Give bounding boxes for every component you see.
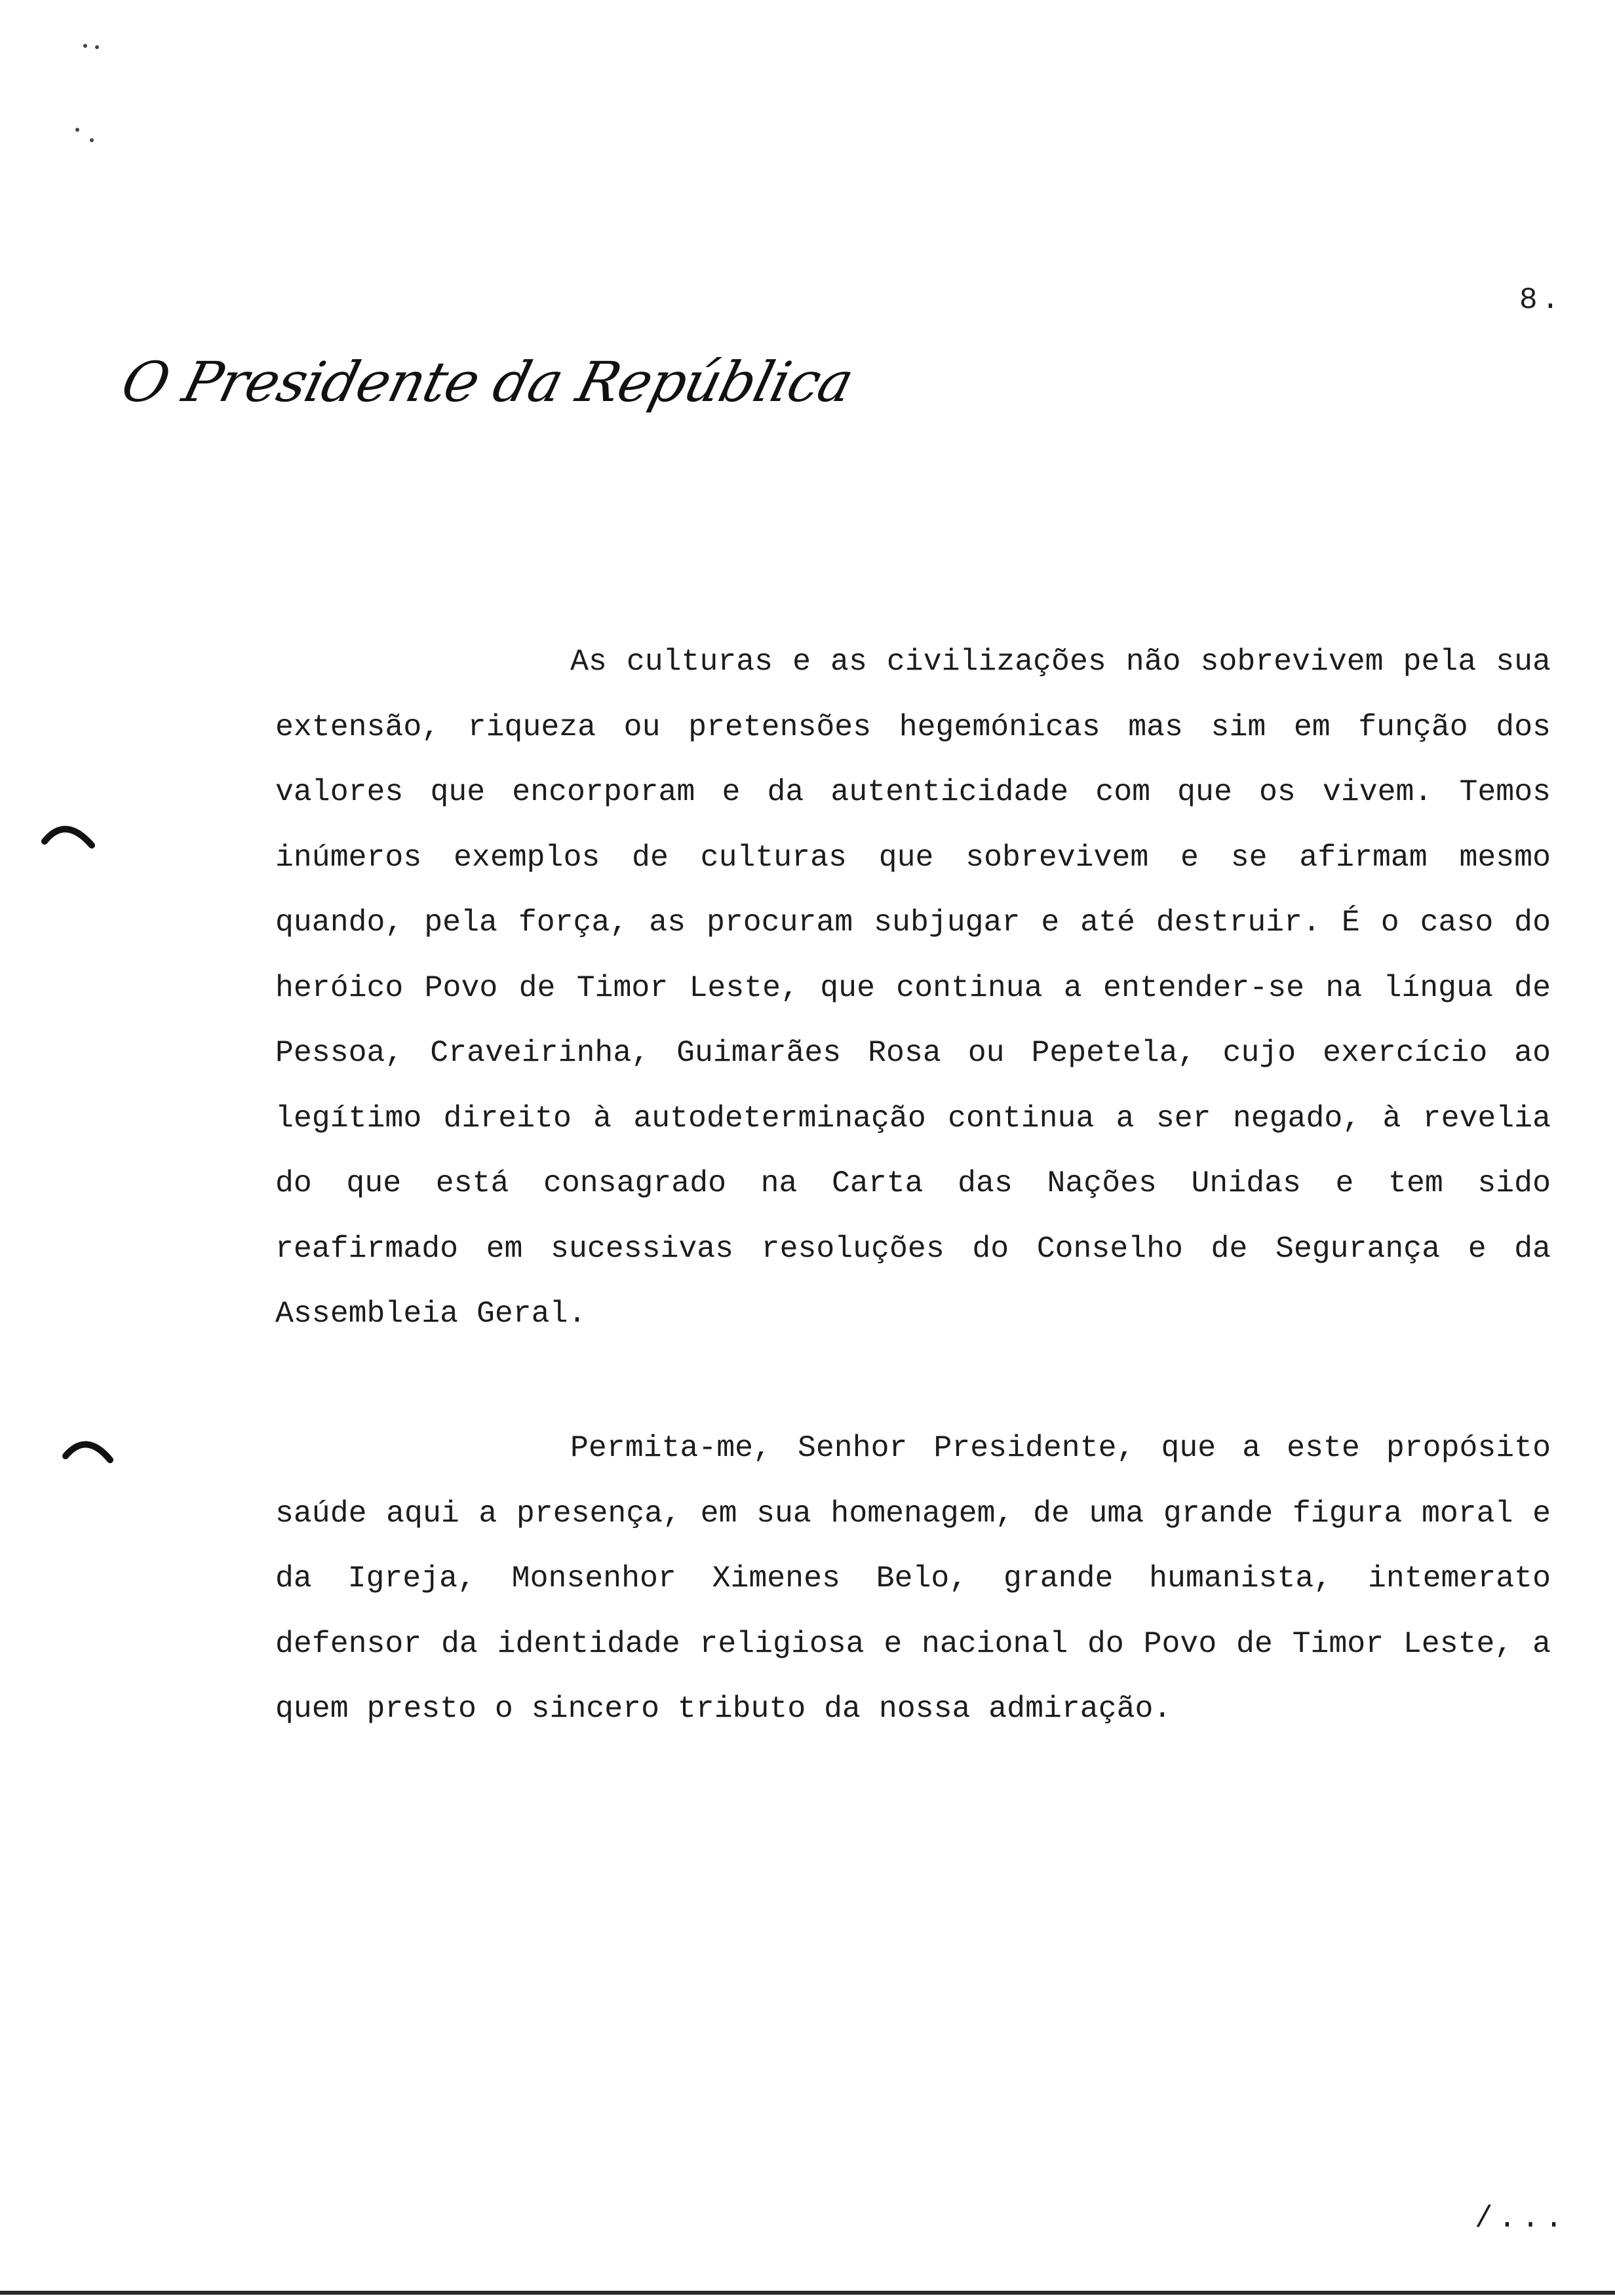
letterhead-title: O Presidente da República [115, 350, 860, 414]
scan-speck [75, 128, 79, 132]
scan-speck [90, 138, 94, 142]
scan-speck [95, 45, 99, 49]
scan-speck [83, 44, 87, 48]
binder-hole-mark [66, 1444, 110, 1460]
continuation-mark: /... [1475, 2202, 1568, 2236]
body-paragraph: As culturas e as civilizações não sobrevivem pela sua extensão, riqueza ou pretensões hegemónicas mas sim em função dos valores que encorporam e da autenticidade com que os vivem. Temos inúmeros exemplos de culturas que sobrevivem e se afirmam mesmo quando, pela força, as procuram subjugar e até destruir. É o caso do heróico Povo de Timor Leste, que continua a entender-se na língua de Pessoa, Craveirinha, Guimarães Rosa ou Pepetela, cujo exercício ao legítimo direito à autodeterminação continua a ser negado, à revelia do que está consagrado na Carta das Nações Unidas e tem sido reafirmado em sucessivas resoluções do Conselho de Segurança e da Assembleia Geral. [275, 644, 1551, 1331]
binder-hole-mark [45, 829, 92, 845]
body-paragraph: Permita-me, Senhor Presidente, que a este propósito saúde aqui a presença, em sua homenagem, de uma grande figura moral e da Igreja, Monsenhor Ximenes Belo, grande humanista, intemerato defensor da identidade religiosa e nacional do Povo de Timor Leste, a quem presto o sincero tributo da nossa admiração. [275, 1430, 1551, 1726]
page-number: 8. [1519, 283, 1564, 317]
page-edge-rule [0, 2291, 1615, 2295]
